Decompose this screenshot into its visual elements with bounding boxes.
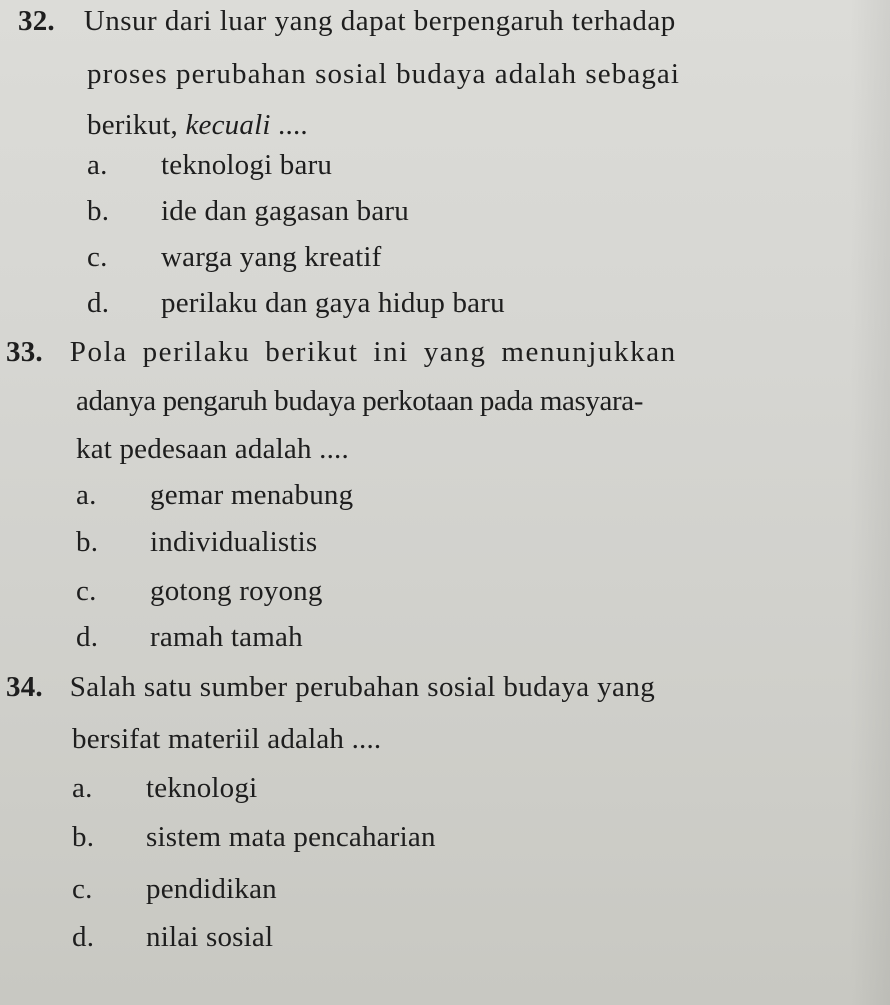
question-32-option-b[interactable] bbox=[87, 194, 409, 228]
question-32-line-3 bbox=[87, 108, 308, 142]
option-text: ide dan gagasan baru bbox=[161, 195, 409, 227]
question-32-option-c[interactable] bbox=[87, 240, 381, 274]
question-32-number: 32. bbox=[18, 5, 55, 37]
option-letter: c. bbox=[87, 241, 108, 273]
option-text: teknologi baru bbox=[161, 149, 333, 181]
question-32-kecuali: kecuali bbox=[185, 109, 271, 141]
question-33-option-d[interactable] bbox=[76, 620, 303, 654]
question-34-option-a[interactable] bbox=[72, 771, 257, 805]
option-text: warga yang kreatif bbox=[161, 241, 382, 273]
option-text: sistem mata pencaharian bbox=[146, 821, 436, 853]
question-33-option-a[interactable] bbox=[76, 478, 353, 512]
question-33-stem-line-2: adanya pengaruh budaya perkotaan pada masyara- bbox=[76, 385, 643, 417]
question-32-line-1 bbox=[18, 4, 676, 38]
option-letter: b. bbox=[76, 526, 99, 558]
option-letter: d. bbox=[76, 621, 99, 653]
option-text: perilaku dan gaya hidup baru bbox=[161, 287, 505, 319]
question-33-stem-line-3: kat pedesaan adalah .... bbox=[76, 433, 349, 465]
question-34-option-d[interactable] bbox=[72, 920, 273, 954]
question-32-stem-line-3: berikut, bbox=[87, 109, 178, 141]
option-letter: b. bbox=[72, 821, 95, 853]
option-letter: a. bbox=[87, 149, 108, 181]
question-32-stem-line-1: Unsur dari luar yang dapat berpengaruh terhadap bbox=[83, 5, 676, 37]
question-33-stem-line-1: Pola perilaku berikut ini yang menunjukkan bbox=[69, 336, 677, 368]
option-text: teknologi bbox=[146, 772, 258, 804]
option-letter: a. bbox=[76, 479, 97, 511]
question-34-option-b[interactable] bbox=[72, 820, 436, 854]
option-text: ramah tamah bbox=[150, 621, 303, 653]
question-32-option-a[interactable] bbox=[87, 148, 332, 182]
question-33-number: 33. bbox=[6, 336, 43, 368]
option-letter: a. bbox=[72, 772, 93, 804]
page-edge-shadow bbox=[850, 0, 890, 1005]
question-32-option-d[interactable] bbox=[87, 286, 505, 320]
question-33-option-b[interactable] bbox=[76, 525, 317, 559]
option-letter: c. bbox=[76, 575, 97, 607]
question-34-line-1 bbox=[6, 670, 655, 704]
option-text: nilai sosial bbox=[146, 921, 274, 953]
question-32-stem-line-2: proses perubahan sosial budaya adalah sebagai bbox=[87, 58, 681, 90]
option-text: gotong royong bbox=[150, 575, 323, 607]
question-34-stem-line-2: bersifat materiil adalah .... bbox=[72, 723, 382, 755]
option-letter: d. bbox=[72, 921, 95, 953]
question-34-stem-line-1: Salah satu sumber perubahan sosial budaya yang bbox=[69, 671, 656, 703]
option-text: pendidikan bbox=[146, 873, 277, 905]
question-33-option-c[interactable] bbox=[76, 574, 323, 608]
question-34-number: 34. bbox=[6, 671, 43, 703]
option-letter: c. bbox=[72, 873, 93, 905]
question-34-option-c[interactable] bbox=[72, 872, 277, 906]
question-32-ellipsis: .... bbox=[278, 109, 308, 141]
option-text: individualistis bbox=[150, 526, 318, 558]
option-text: gemar menabung bbox=[150, 479, 354, 511]
option-letter: b. bbox=[87, 195, 110, 227]
question-33-line-1 bbox=[6, 335, 677, 369]
option-letter: d. bbox=[87, 287, 110, 319]
